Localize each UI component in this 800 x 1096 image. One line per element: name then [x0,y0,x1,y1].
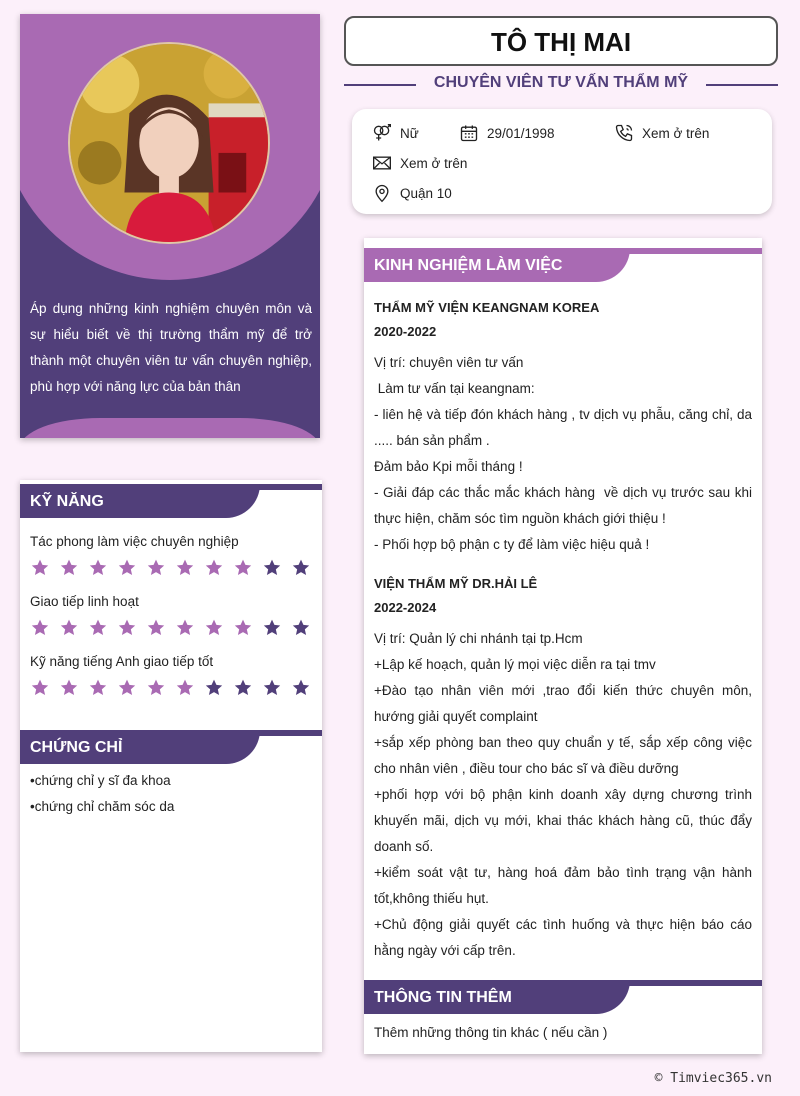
skill-item [20,534,322,578]
job-description [374,626,756,964]
job-description [374,350,756,558]
profile-bottom-decoration [20,418,320,438]
job-description-line: +kiểm soát vật tư, hàng hoá đảm bảo tình trạng vận hành tốt,không thiếu hụt. [374,865,756,906]
location-icon [372,183,392,203]
skill-name: Kỹ năng tiếng Anh giao tiếp tốt [30,654,214,669]
job-description-line: +Lập kế hoạch, quản lý mọi việc diễn ra tại tmv [374,657,656,672]
star-filled-icon [30,678,50,698]
certificate-item: •chứng chỉ chăm sóc da [30,799,175,814]
star-empty-icon [233,678,253,698]
star-filled-icon [146,678,166,698]
star-empty-icon [262,558,282,578]
star-empty-icon [291,558,311,578]
job-description-line: Vị trí: chuyên viên tư vấn [374,355,524,370]
star-filled-icon [146,558,166,578]
star-filled-icon [117,558,137,578]
contact-box [352,109,772,214]
skills-card [20,480,322,1052]
star-filled-icon [146,618,166,638]
footer-watermark: © Timviec365.vn [654,1071,772,1086]
job-description-line: +Chủ động giải quyết các tình huống và thực hiện báo cáo hằng ngày với cấp trên. [374,917,756,958]
star-empty-icon [262,678,282,698]
job-description-line: Đảm bảo Kpi mỗi tháng ! [374,459,523,474]
additional-section-header [364,976,762,1014]
job-company: VIỆN THẨM MỸ DR.HẢI LÊ [374,576,538,591]
job-description-line: - Phối hợp bộ phận c ty để làm việc hiệu quả ! [374,537,650,552]
star-filled-icon [59,678,79,698]
skills-list [20,534,322,698]
certificates-section-header [20,726,322,764]
star-filled-icon [175,678,195,698]
job-description-line: +phối hợp với bộ phận kinh doanh xây dựng chương trình khuyến mãi, dịch vụ mới, khai thác khách hàng cũ, thúc đẩy doanh số. [374,787,756,854]
job-description-line: Vị trí: Quản lý chi nhánh tại tp.Hcm [374,631,583,646]
contact-birthday: 29/01/1998 [459,122,555,144]
skill-item [20,594,322,638]
job-entry [364,572,762,964]
job-title-row [344,74,778,96]
star-filled-icon [233,618,253,638]
star-filled-icon [117,618,137,638]
profile-card [20,14,320,438]
career-objective: Áp dụng những kinh nghiệm chuyên môn và sự hiểu biết về thị trường thẩm mỹ để trở thành một chuyên viên tư vấn chuyên nghiệp, phù hợp với năng lực của bản thân [30,301,312,394]
skill-item [20,654,322,698]
additional-info: Thêm những thông tin khác ( nếu cần ) [374,1025,608,1040]
star-empty-icon [262,618,282,638]
skill-name: Giao tiếp linh hoạt [30,594,139,609]
job-description-line: +Đào tạo nhân viên mới ,trao đổi kiến thức chuyên môn, hướng giải quyết complaint [374,683,756,724]
star-filled-icon [175,558,195,578]
contact-email: Xem ở trên [372,152,467,174]
skills-section-header [20,480,322,518]
star-filled-icon [233,558,253,578]
jobs-list [364,296,762,964]
job-description-line: - Giải đáp các thắc mắc khách hàng về dịch vụ trước sau khi thực hiện, chăm sóc tìm nguồn khách giới thiệu ! [374,485,756,526]
certificate-item: •chứng chỉ y sĩ đa khoa [30,773,171,788]
star-filled-icon [88,558,108,578]
contact-gender: Nữ [372,122,419,144]
avatar-photo [70,44,268,242]
candidate-name: TÔ THỊ MAI [344,16,778,66]
gender-icon [372,123,392,143]
job-description-line: +sắp xếp phòng ban theo quy chuẩn y tế, sắp xếp công việc cho nhân viên , điều tour cho bác sĩ và điều dưỡng [374,735,756,776]
certificates-list [20,764,322,824]
calendar-icon [459,123,479,143]
star-filled-icon [30,618,50,638]
experience-card [364,238,762,1054]
star-filled-icon [204,618,224,638]
skill-name: Tác phong làm việc chuyên nghiệp [30,534,239,549]
job-description-line: Làm tư vấn tại keangnam: [374,381,535,396]
skill-rating [30,558,312,578]
additional-heading: THÔNG TIN THÊM [364,980,630,1014]
job-period: 2020-2022 [374,324,437,339]
job-company: THẨM MỸ VIỆN KEANGNAM KOREA [374,300,600,315]
star-filled-icon [117,678,137,698]
star-empty-icon [291,678,311,698]
star-filled-icon [88,678,108,698]
avatar [68,42,270,244]
star-empty-icon [204,678,224,698]
star-filled-icon [59,618,79,638]
job-entry [364,296,762,558]
skill-rating [30,678,312,698]
skill-rating [30,618,312,638]
phone-icon [614,123,634,143]
job-period: 2022-2024 [374,600,437,615]
experience-heading: KINH NGHIỆM LÀM VIỆC [364,248,630,282]
experience-section-header [364,244,762,282]
star-filled-icon [175,618,195,638]
email-icon [372,153,392,173]
star-filled-icon [59,558,79,578]
star-empty-icon [291,618,311,638]
job-title: CHUYÊN VIÊN TƯ VẤN THẨM MỸ [420,74,702,91]
certificates-heading: CHỨNG CHỈ [20,730,260,764]
skills-heading: KỸ NĂNG [20,484,260,518]
star-filled-icon [30,558,50,578]
contact-address: Quận 10 [372,182,452,204]
job-description-line: - liên hệ và tiếp đón khách hàng , tv dịch vụ phẫu, căng chỉ, da ..... bán sản phẩm . [374,407,756,448]
star-filled-icon [204,558,224,578]
contact-phone: Xem ở trên [614,122,709,144]
star-filled-icon [88,618,108,638]
